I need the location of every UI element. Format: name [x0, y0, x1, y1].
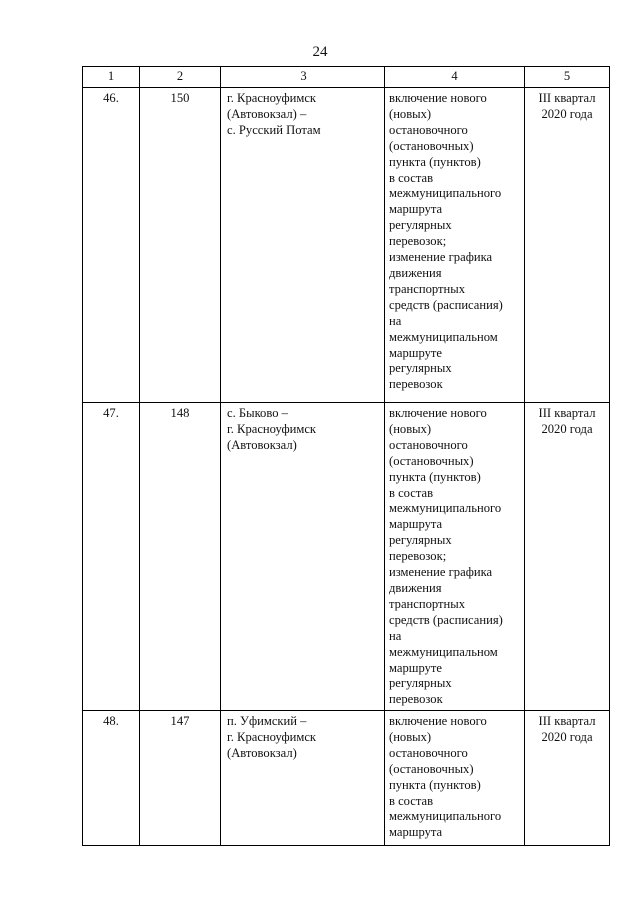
route-change: включение нового (новых) остановочного (остановочных) пункта (пунктов) в состав межмуниципального маршрута регулярных перевозок; изменение графика движения транспортных средств (расписания) на межмуниципальном маршруте регулярных перевозок: [385, 403, 525, 711]
column-header-1: 1: [83, 67, 140, 88]
column-header-3: 3: [221, 67, 385, 88]
route-change: включение нового (новых) остановочного (остановочных) пункта (пунктов) в состав межмуниципального маршрута регулярных перевозок; изменение графика движения транспортных средств (расписания) на межмуниципальном маршруте регулярных перевозок: [385, 88, 525, 403]
row-number: 48.: [83, 711, 140, 846]
route-number: 148: [140, 403, 221, 711]
route-name: г. Красноуфимск (Автовокзал) – с. Русский Потам: [221, 88, 385, 403]
table-row: [83, 403, 610, 711]
row-number: 47.: [83, 403, 140, 711]
route-number: 147: [140, 711, 221, 846]
route-number: 150: [140, 88, 221, 403]
route-term: III квартал 2020 года: [525, 88, 610, 403]
table-row: [83, 88, 610, 403]
route-term: III квартал 2020 года: [525, 403, 610, 711]
routes-table: [82, 66, 610, 846]
column-header-2: 2: [140, 67, 221, 88]
page-number: 24: [312, 44, 328, 60]
route-term: III квартал 2020 года: [525, 711, 610, 846]
route-name: с. Быково – г. Красноуфимск (Автовокзал): [221, 403, 385, 711]
route-change: включение нового (новых) остановочного (остановочных) пункта (пунктов) в состав межмуниципального маршрута: [385, 711, 525, 846]
table-row: [83, 711, 610, 846]
column-header-4: 4: [385, 67, 525, 88]
column-header-5: 5: [525, 67, 610, 88]
table-header-row: [83, 67, 610, 88]
route-name: п. Уфимский – г. Красноуфимск (Автовокзал): [221, 711, 385, 846]
row-number: 46.: [83, 88, 140, 403]
